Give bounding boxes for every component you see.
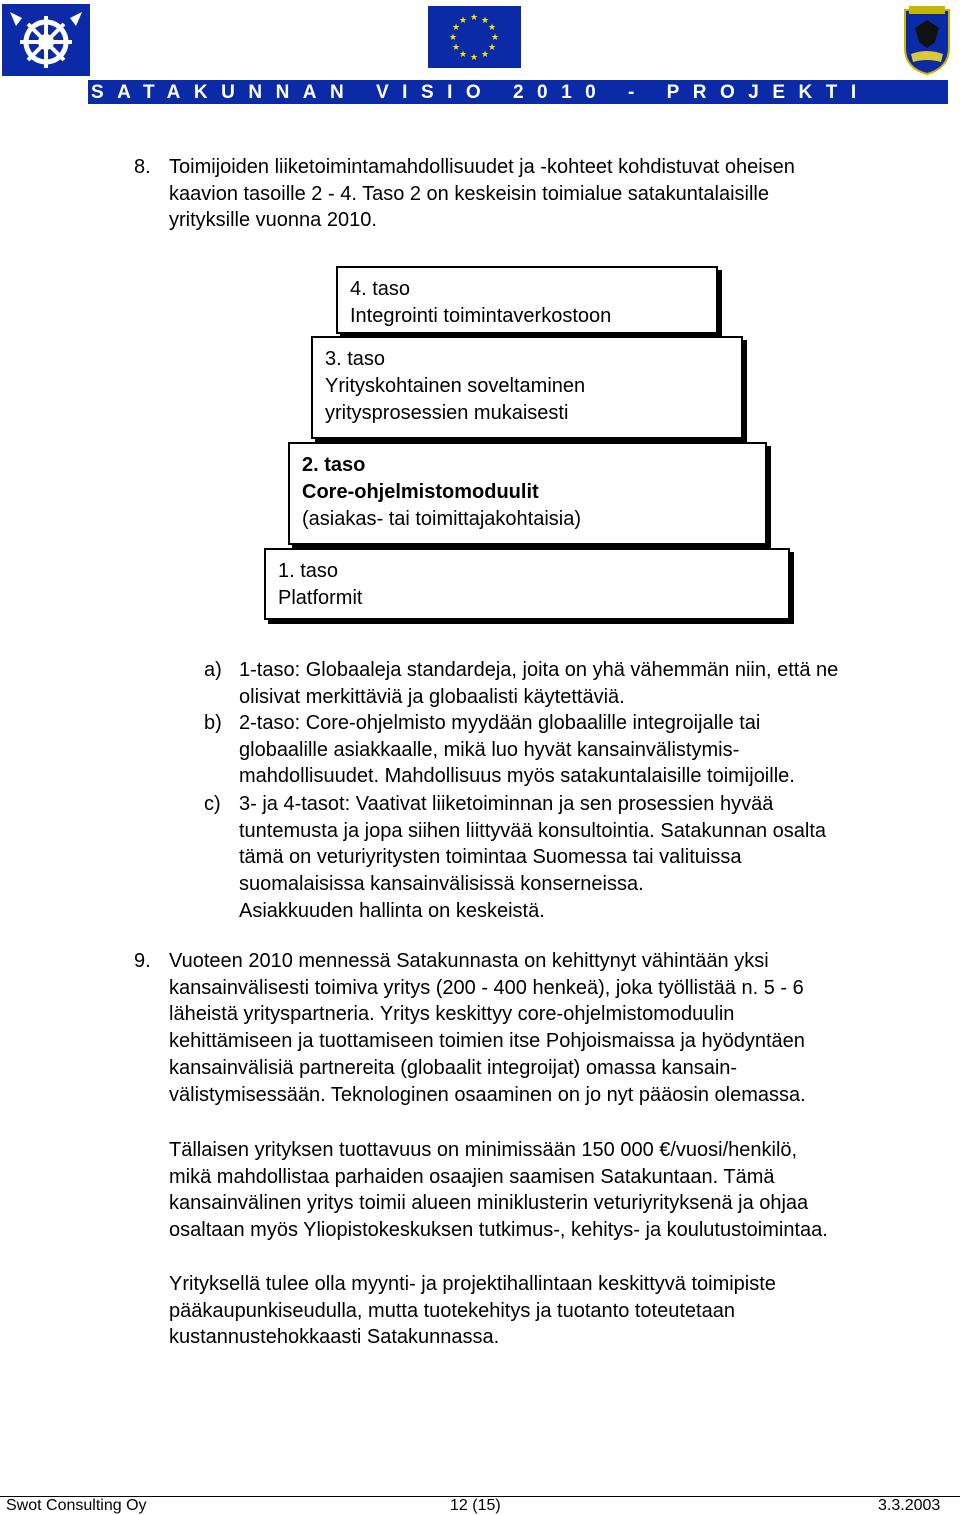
text-line: läheistä yrityspartneria. Yritys keskittyy core-ohjelmistomoduulin [169, 1003, 735, 1026]
wheel-emblem-icon [2, 4, 90, 76]
text-line: välistymisessään. Teknologinen osaaminen on jo nyt pääosin olemassa. [169, 1083, 806, 1106]
level-2-box [288, 442, 767, 545]
level-1-desc: Platformit [278, 587, 363, 609]
list-item-label: c) [204, 793, 221, 815]
text-line: kansainvälisiä partnereita (globaalit integroijat) omassa kansain- [169, 1056, 738, 1079]
text-line: mahdollisuudet. Mahdollisuus myös satakuntalaisille toimijoille. [239, 765, 795, 788]
svg-text:★: ★ [469, 13, 479, 23]
text-line: kaavion tasoille 2 - 4. Taso 2 on keskeisin toimialue satakuntalaisille [169, 182, 769, 205]
point-9-paragraph-2 [169, 1137, 828, 1244]
level-3-box [311, 336, 743, 439]
svg-text:★: ★ [480, 50, 490, 60]
page-header [0, 0, 960, 104]
text-line: 1-taso: Globaaleja standardeja, joita on yhä vähemmän niin, että ne [239, 659, 839, 681]
svg-text:★: ★ [458, 50, 468, 60]
list-item-label: b) [204, 712, 222, 734]
text-line: pääkaupunkiseudulla, mutta tuotekehitys ja tuotanto toteutetaan [169, 1299, 735, 1322]
text-line: 3- ja 4-tasot: Vaativat liiketoiminnan ja sen prosessien hyvää [239, 793, 774, 815]
svg-text:★: ★ [458, 16, 468, 26]
svg-text:★: ★ [451, 23, 461, 33]
coat-of-arms-logo [901, 4, 953, 76]
text-line: olisivat merkittäviä ja globaalisti käytettäviä. [239, 685, 625, 708]
eu-flag-logo [428, 6, 521, 68]
point-9-number: 9. [134, 950, 151, 972]
text-line: mikä mahdollistaa parhaiden osaajien saamisen Satakuntaan. Tämä [169, 1165, 775, 1188]
list-item [239, 791, 826, 925]
list-item-label: a) [204, 659, 222, 681]
svg-text:★: ★ [487, 23, 497, 33]
level-2-title: 2. taso [302, 454, 366, 476]
satakunta-logo [2, 4, 90, 76]
text-line: tämä on veturiyritysten toimintaa Suomessa tai valituissa [239, 846, 742, 869]
list-item [239, 710, 795, 790]
level-2-desc: (asiakas- tai toimittajakohtaisia) [302, 508, 581, 530]
svg-text:★: ★ [490, 33, 500, 43]
svg-text:★: ★ [469, 53, 479, 63]
level-1-box [264, 548, 790, 620]
text-line: Asiakkuuden hallinta on keskeistä. [239, 899, 545, 922]
text-line: yrityksille vuonna 2010. [169, 209, 377, 232]
footer-date: 3.3.2003 [878, 1497, 941, 1514]
point-8-number: 8. [134, 156, 151, 178]
level-4-title: 4. taso [350, 278, 411, 300]
text-line: tuntemusta ja jopa siihen liittyvää konsultointia. Satakunnan osalta [239, 819, 827, 842]
text-line: suomalaisissa kansainvälisissä konserneissa. [239, 873, 644, 896]
list-item [239, 657, 838, 710]
text-line: kehittämiseen ja tuottamiseen toimien itse Pohjoismaissa ja hyödyntäen [169, 1030, 805, 1053]
svg-text:★: ★ [480, 16, 490, 26]
footer-page-number: 12 (15) [450, 1497, 501, 1514]
project-banner [88, 80, 948, 104]
text-line: Vuoteen 2010 mennessä Satakunnasta on kehittynyt vähintään yksi [169, 950, 769, 972]
level-3-desc: yritysprosessien mukaisesti [325, 402, 569, 424]
text-line: 2-taso: Core-ohjelmisto myydään globaalille integroijalle tai [239, 712, 761, 734]
text-line: kansainvälinen yritys toimii alueen miniklusterin veturiyrityksenä ja ohjaa [169, 1192, 809, 1215]
svg-text:★: ★ [451, 43, 461, 53]
text-line: kansainvälisesti toimiva yritys (200 - 400 henkeä), joka työllistää n. 5 - 6 [169, 976, 804, 999]
banner-title: SATAKUNNAN VISIO 2010 - PROJEKTI [91, 82, 870, 103]
level-4-box [336, 266, 718, 334]
coat-of-arms-icon [901, 4, 953, 76]
point-9-paragraph-1 [169, 948, 806, 1108]
text-line: Yrityksellä tulee olla myynti- ja projektihallintaan keskittyvä toimipiste [169, 1273, 776, 1295]
eu-stars-icon [428, 6, 521, 68]
level-3-desc: Yrityskohtainen soveltaminen [325, 375, 586, 397]
text-line: Toimijoiden liiketoimintamahdollisuudet ja -kohteet kohdistuvat oheisen [169, 156, 795, 178]
level-2-desc: Core-ohjelmistomoduulit [302, 481, 539, 503]
footer-company: Swot Consulting Oy [6, 1497, 147, 1514]
text-line: kustannustehokkaasti Satakunnassa. [169, 1326, 500, 1349]
svg-text:★: ★ [487, 43, 497, 53]
point-8-text [169, 154, 795, 234]
text-line: Tällaisen yrityksen tuottavuus on minimissään 150 000 €/vuosi/henkilö, [169, 1139, 798, 1161]
level-1-title: 1. taso [278, 560, 339, 582]
text-line: globaalille asiakkaalle, mikä luo hyvät kansainvälistymis- [239, 738, 740, 761]
level-4-desc: Integrointi toimintaverkostoon [350, 305, 612, 327]
text-line: osaltaan myös Yliopistokeskuksen tutkimus-, kehitys- ja koulutustoimintaa. [169, 1219, 828, 1242]
level-3-title: 3. taso [325, 348, 386, 370]
svg-text:★: ★ [448, 33, 458, 43]
point-9-paragraph-3 [169, 1271, 776, 1351]
